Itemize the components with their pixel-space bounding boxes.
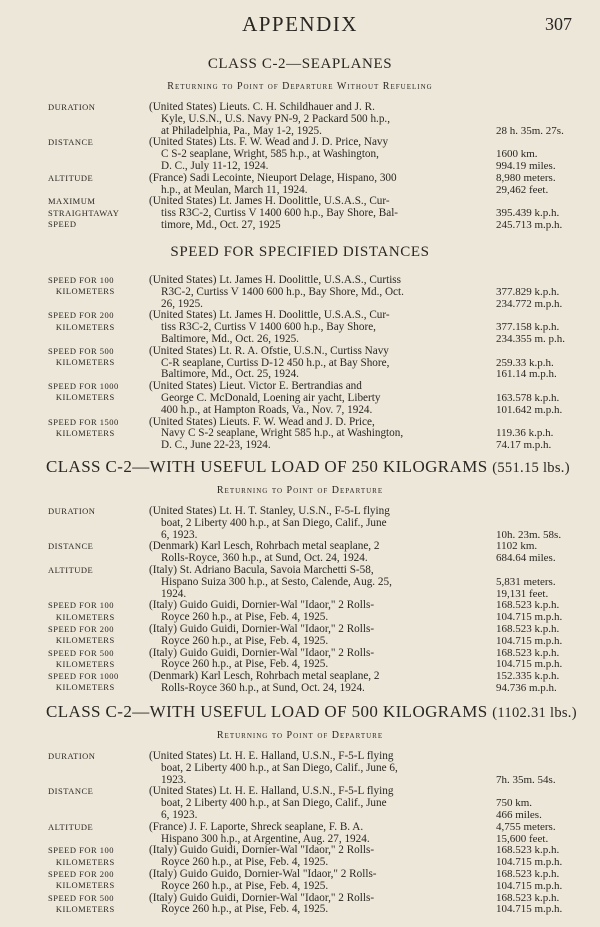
record-label: SPEED FOR 100 KILOMETERS — [48, 845, 115, 867]
record-description — [149, 275, 486, 310]
record-row — [0, 196, 600, 231]
record-row — [0, 102, 600, 137]
record-description-line: 6, 1923. — [161, 808, 198, 821]
section-useful-load-250kg — [0, 457, 600, 695]
record-description-line: at Philadelphia, Pa., May 1-2, 1925. — [161, 124, 322, 137]
record-description — [149, 822, 486, 846]
record-row — [0, 565, 600, 600]
running-head — [0, 10, 600, 36]
record-description-line: C-R seaplane, Curtiss D-12 450 h.p., at Bay Shore, — [161, 356, 390, 369]
record-description-line: Royce 260 h.p., at Pise, Feb. 4, 1925. — [161, 611, 329, 624]
record-description-line: Royce 260 h.p., at Pise, Feb. 4, 1925. — [161, 856, 329, 869]
record-description-line: (France) Sadi Lecointe, Nieuport Delage, Hispano, 300 — [149, 171, 397, 184]
record-description-line: boat, 2 Liberty 400 h.p., at San Diego, Calif., June — [161, 797, 387, 810]
record-description — [149, 417, 486, 452]
record-list — [0, 751, 600, 916]
record-description-line: h.p., at Meulan, March 11, 1924. — [161, 183, 308, 196]
record-label: MAXIMUM STRAIGHTAWAY SPEED — [48, 196, 120, 229]
section-title-text: SPEED FOR SPECIFIED DISTANCES — [170, 244, 430, 260]
record-value: 168.523 k.p.h. 104.715 m.p.h. — [496, 891, 563, 916]
record-label: DISTANCE — [48, 541, 94, 552]
record-description — [149, 506, 486, 541]
record-value: 152.335 k.p.h. 94.736 m.p.h. — [496, 670, 560, 694]
record-row — [0, 600, 600, 624]
record-label: SPEED FOR 1000 KILOMETERS — [48, 381, 119, 403]
record-description-line: Royce 260 h.p., at Pise, Feb. 4, 1925. — [161, 634, 329, 647]
record-row — [0, 893, 600, 917]
record-value: 4,755 meters. 15,600 feet. — [496, 820, 556, 845]
record-description-line: (United States) Lt. James H. Doolittle, U.S.A.S., Curtiss — [149, 274, 402, 286]
record-label: SPEED FOR 500 KILOMETERS — [48, 647, 115, 669]
section-title — [0, 457, 600, 477]
record-description-line: (Denmark) Karl Lesch, Rohrbach metal seaplane, 2 — [149, 540, 380, 553]
record-value: 7h. 35m. 54s. — [496, 773, 556, 786]
record-list — [0, 506, 600, 695]
record-description-line: (Italy) Guido Guidi, Dornier-Wal "Idaor," 2 Rolls- — [149, 599, 375, 612]
record-description-line: Royce 260 h.p., at Pise, Feb. 4, 1925. — [161, 658, 329, 671]
record-value: 1102 km. 684.64 miles. — [496, 540, 556, 565]
record-value: 377.158 k.p.h. 234.355 m. p.h. — [496, 321, 566, 345]
record-description — [149, 102, 486, 137]
record-description-line: D. C., June 22-23, 1924. — [161, 439, 271, 452]
record-row — [0, 869, 600, 893]
record-row — [0, 541, 600, 565]
record-value: 168.523 k.p.h. 104.715 m.p.h. — [496, 844, 563, 869]
record-row — [0, 310, 600, 345]
record-description-line: (Italy) Guido Guidi, Dornier-Wal "Idaor," 2 Rolls- — [149, 622, 375, 635]
record-description — [149, 310, 486, 345]
record-row — [0, 845, 600, 869]
record-row — [0, 822, 600, 846]
record-value: 119.36 k.p.h. 74.17 m.p.h. — [496, 427, 554, 452]
record-list — [0, 102, 600, 232]
record-description-line: (United States) Lt. H. E. Halland, U.S.N., F-5-L flying — [149, 785, 394, 798]
record-description-line: 26, 1925. — [161, 297, 203, 310]
record-label: SPEED FOR 500 KILOMETERS — [48, 345, 115, 367]
record-description — [149, 786, 486, 821]
page-number: 307 — [545, 14, 572, 34]
record-description — [149, 541, 486, 565]
record-description-line: (Italy) St. Adriano Bacula, Savoia Marchetti S-58, — [149, 563, 374, 576]
record-description-line: (Italy) Guido Guido, Dornier-Wal "Idaor," 2 Rolls- — [149, 867, 377, 880]
record-description — [149, 624, 486, 648]
record-row — [0, 137, 600, 172]
record-description-line: Hispano Suiza 300 h.p., at Sesto, Calende, Aug. 25, — [161, 575, 392, 588]
record-description-line: (United States) Lt. James H. Doolittle, U.S.A.S., Cur- — [149, 309, 390, 322]
record-description-line: Royce 260 h.p., at Pise, Feb. 4, 1925. — [161, 879, 329, 892]
record-label: DISTANCE — [48, 137, 94, 148]
record-description — [149, 751, 486, 786]
record-label: DURATION — [48, 102, 96, 112]
record-value: 163.578 k.p.h. 101.642 m.p.h. — [496, 391, 563, 416]
record-row — [0, 751, 600, 786]
record-label: ALTITUDE — [48, 564, 94, 575]
record-description-line: (United States) Lt. H. T. Stanley, U.S.N., F-5-L flying — [149, 505, 390, 517]
page-title: APPENDIX — [242, 12, 358, 36]
record-description — [149, 845, 486, 869]
record-label: SPEED FOR 500 KILOMETERS — [48, 892, 115, 914]
section-title — [0, 702, 600, 722]
record-label: SPEED FOR 200 KILOMETERS — [48, 310, 115, 332]
record-description-line: Royce 260 h.p., at Pise, Feb. 4, 1925. — [161, 903, 329, 916]
record-description-line: (France) J. F. Laporte, Shreck seaplane, F. B. A. — [149, 820, 364, 833]
record-description — [149, 671, 486, 695]
record-description-line: 1924. — [161, 587, 187, 600]
record-description — [149, 648, 486, 672]
record-value: 28 h. 35m. 27s. — [496, 124, 564, 137]
record-list — [0, 275, 600, 452]
section-subtitle: Returning to Point of Departure — [216, 730, 384, 741]
record-value: 10h. 23m. 58s. — [496, 528, 562, 541]
record-description-line: (Italy) Guido Guidi, Dornier-Wal "Idaor," 2 Rolls- — [149, 891, 375, 904]
record-row — [0, 275, 600, 310]
record-value: 395.439 k.p.h. 245.713 m.p.h. — [496, 207, 563, 231]
record-description-line: Hispano 300 h.p., at Argentine, Aug. 27, 1924. — [161, 832, 370, 845]
record-description-line: (United States) Lieut. Victor E. Bertrandias and — [149, 380, 362, 393]
record-label: SPEED FOR 200 KILOMETERS — [48, 868, 115, 891]
section-title — [0, 244, 600, 261]
record-value: 1600 km. 994.19 miles. — [496, 148, 556, 172]
section-speed-specified-distances — [0, 244, 600, 452]
record-description-line: (United States) Lts. F. W. Wead and J. D. Price, Navy — [149, 136, 389, 149]
record-label: SPEED FOR 100 KILOMETERS — [48, 600, 115, 622]
section-useful-load-500kg — [0, 702, 600, 916]
section-seaplanes — [0, 56, 600, 232]
record-description — [149, 893, 486, 917]
section-title-text: CLASS C-2—SEAPLANES — [207, 56, 393, 72]
record-value: 750 km. 466 miles. — [496, 797, 542, 821]
record-description-line: 400 h.p., at Hampton Roads, Va., Nov. 7, 1924. — [161, 403, 373, 416]
record-description-line: (Italy) Guido Guidi, Dornier-Wal "Idaor," 2 Rolls- — [149, 646, 375, 659]
record-description — [149, 381, 486, 416]
record-row — [0, 648, 600, 672]
record-value: 168.523 k.p.h. 104.715 m.p.h. — [496, 599, 563, 624]
record-description-line: C S-2 seaplane, Wright, 585 h.p., at Washington, — [161, 148, 379, 161]
record-description-line: 1923. — [161, 773, 187, 786]
record-value: 168.523 k.p.h. 104.715 m.p.h. — [496, 646, 563, 671]
record-description-line: George C. McDonald, Loening air yacht, Liberty — [161, 391, 381, 404]
record-label: ALTITUDE — [48, 172, 94, 183]
record-row — [0, 671, 600, 695]
record-row — [0, 173, 600, 197]
record-description-line: (United States) Lt. R. A. Ofstie, U.S.N., Curtiss Navy — [149, 344, 389, 357]
record-description-line: (United States) Lt. James H. Doolittle, U.S.A.S., Cur- — [149, 195, 390, 208]
record-description-line: tiss R3C-2, Curtiss V 1400 600 h.p., Bay Shore, — [161, 321, 376, 334]
record-row — [0, 417, 600, 452]
section-title-text: CLASS C-2—WITH USEFUL LOAD OF 500 KILOGRAMS — [46, 702, 488, 721]
section-subtitle: Returning to Point of Departure Without Refueling — [167, 81, 433, 92]
record-label: SPEED FOR 200 KILOMETERS — [48, 623, 115, 646]
record-description-line: Kyle, U.S.N., U.S. Navy PN-9, 2 Packard 500 h.p., — [161, 112, 391, 125]
section-title-load: (1102.31 lbs.) — [492, 705, 577, 721]
record-description-line: timore, Md., Oct. 27, 1925 — [161, 218, 281, 231]
record-description-line: (Italy) Guido Guidi, Dornier-Wal "Idaor," 2 Rolls- — [149, 844, 375, 857]
record-label: DISTANCE — [48, 786, 94, 797]
record-description-line: R3C-2, Curtiss V 1400 600 h.p., Bay Shore, Md., Oct. — [161, 285, 404, 298]
record-row — [0, 786, 600, 821]
section-title-text: CLASS C-2—WITH USEFUL LOAD OF 250 KILOGRAMS — [46, 457, 488, 476]
record-description — [149, 173, 486, 197]
record-value: 5,831 meters. 19,131 feet. — [496, 575, 556, 600]
section-title-load: (551.15 lbs.) — [492, 460, 570, 476]
record-description — [149, 196, 486, 231]
record-row — [0, 624, 600, 648]
record-description-line: D. C., July 11-12, 1924. — [161, 159, 269, 172]
record-description-line: (United States) Lt. H. E. Halland, U.S.N., F-5-L flying — [149, 750, 394, 762]
record-label: DURATION — [48, 751, 96, 761]
record-description — [149, 869, 486, 893]
record-description-line: (Denmark) Karl Lesch, Rohrbach metal seaplane, 2 — [149, 670, 380, 683]
record-row — [0, 346, 600, 381]
record-description-line: Baltimore, Md., Oct. 25, 1924. — [161, 368, 299, 381]
record-description-line: 6, 1923. — [161, 528, 198, 541]
record-value: 259.33 k.p.h. 161.14 m.p.h. — [496, 356, 557, 381]
section-title — [0, 56, 600, 73]
record-label: ALTITUDE — [48, 821, 94, 832]
record-description-line: (United States) Lieuts. C. H. Schildhauer and J. R. — [149, 101, 375, 113]
record-label: SPEED FOR 1500 KILOMETERS — [48, 416, 119, 438]
record-label: DURATION — [48, 506, 96, 516]
record-row — [0, 381, 600, 416]
record-value: 8,980 meters. 29,462 feet. — [496, 171, 556, 196]
section-subtitle: Returning to Point of Departure — [216, 485, 384, 496]
record-description-line: boat, 2 Liberty 400 h.p., at San Diego, Calif., June — [161, 516, 387, 529]
record-description-line: Rolls-Royce, 360 h.p., at Sund, Oct. 24, 1924. — [161, 552, 368, 565]
record-label: SPEED FOR 1000 KILOMETERS — [48, 671, 119, 693]
record-label: SPEED FOR 100 KILOMETERS — [48, 275, 115, 297]
record-value: 168.523 k.p.h. 104.715 m.p.h. — [496, 622, 563, 647]
record-description-line: (United States) Lieuts. F. W. Wead and J. D. Price, — [149, 415, 375, 428]
record-description — [149, 137, 486, 172]
record-description — [149, 565, 486, 600]
record-description — [149, 346, 486, 381]
record-value: 168.523 k.p.h. 104.715 m.p.h. — [496, 867, 563, 892]
record-value: 377.829 k.p.h. 234.772 m.p.h. — [496, 285, 563, 310]
record-description-line: tiss R3C-2, Curtiss V 1400 600 h.p., Bay Shore, Bal- — [161, 207, 399, 220]
record-description-line: Baltimore, Md., Oct. 26, 1925. — [161, 332, 299, 345]
record-description-line: boat, 2 Liberty 400 h.p., at San Diego, Calif., June 6, — [161, 761, 398, 774]
record-description-line: Rolls-Royce 360 h.p., at Sund, Oct. 24, 1924. — [161, 681, 365, 694]
record-description — [149, 600, 486, 624]
record-description-line: Navy C S-2 seaplane, Wright 585 h.p., at Washington, — [161, 427, 404, 440]
record-row — [0, 506, 600, 541]
